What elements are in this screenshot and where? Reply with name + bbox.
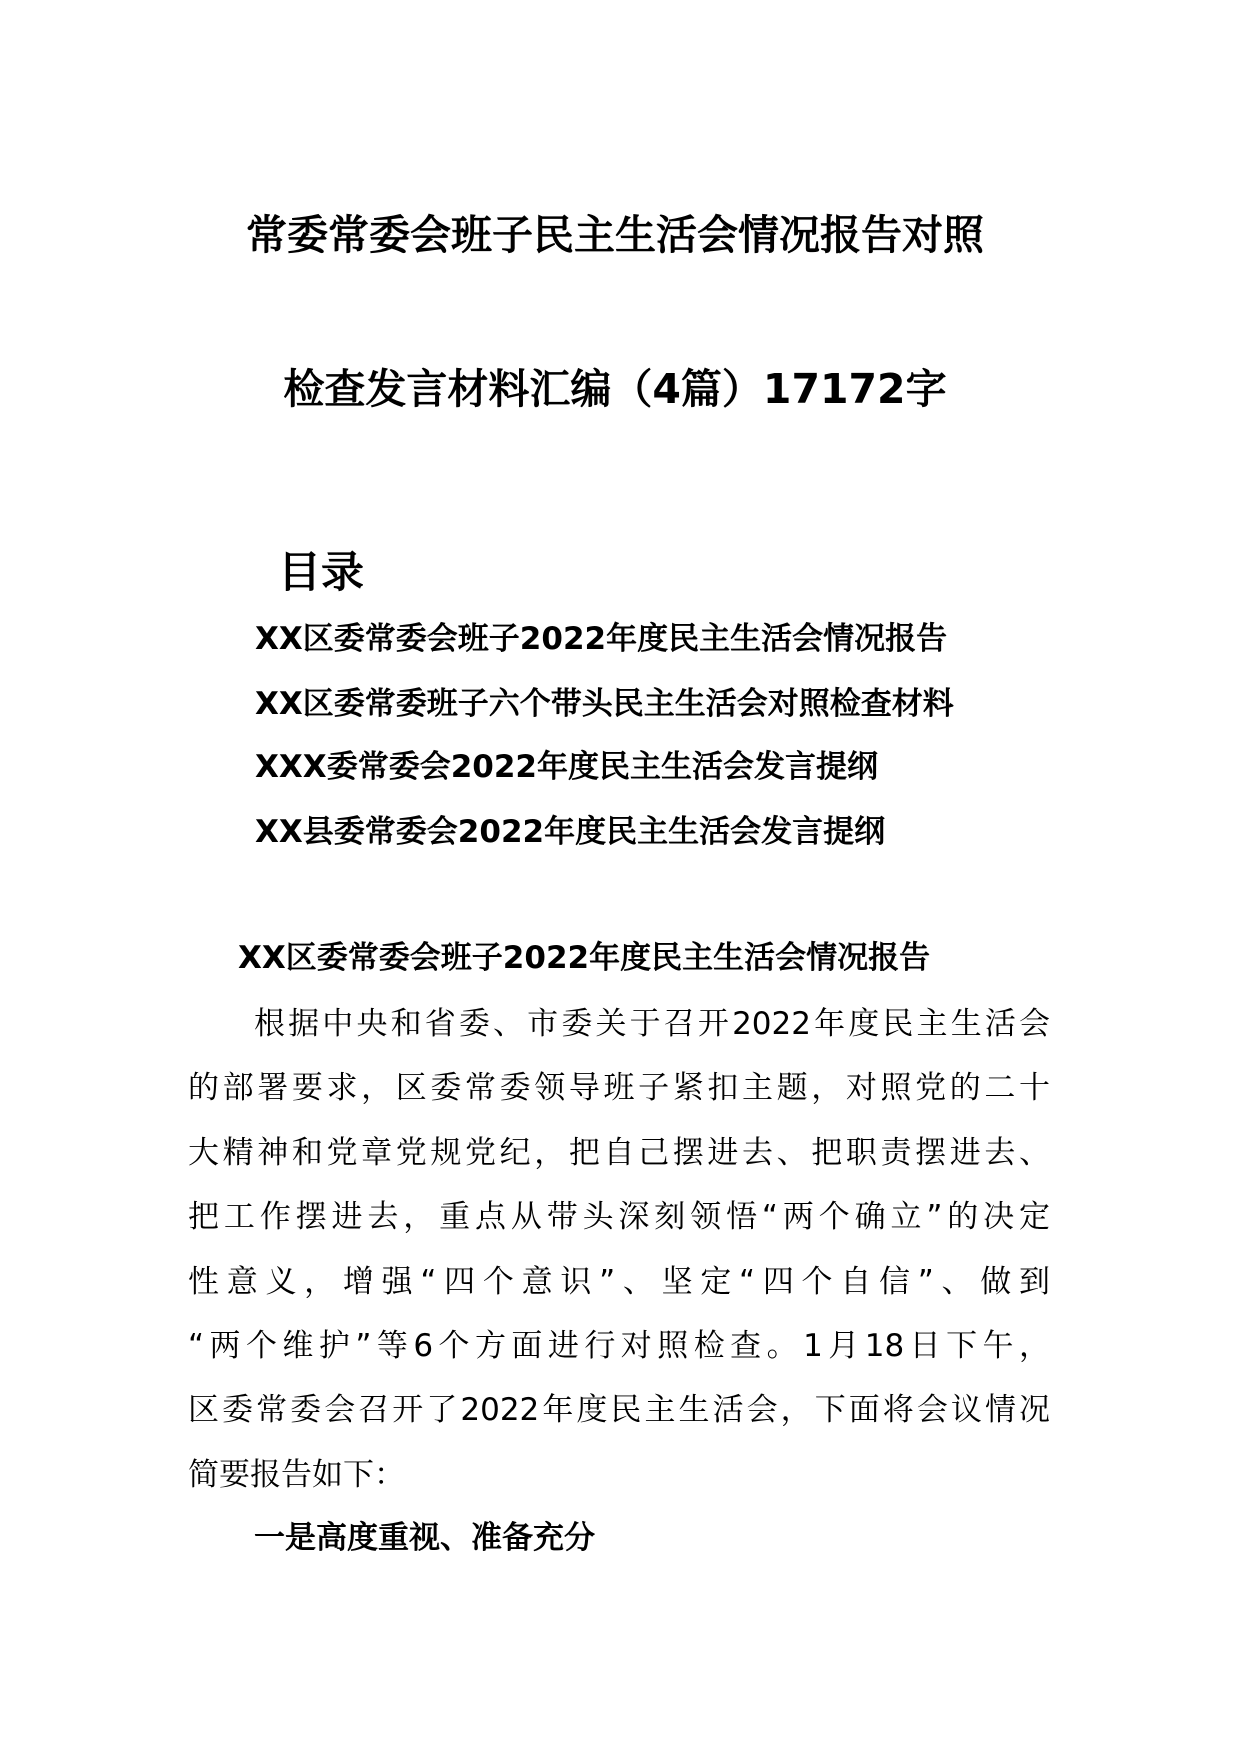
toc-item: XX区委常委会班子2022年度民主生活会情况报告	[255, 621, 948, 657]
paragraph-line: 区委常委会召开了2022年度民主生活会，下面将会议情况	[188, 1392, 1050, 1428]
paragraph-line: “两个维护”等6个方面进行对照检查。1月18日下午，	[188, 1328, 1050, 1364]
document-title-line-1: 常委常委会班子民主生活会情况报告对照	[246, 211, 984, 259]
paragraph-line: 简要报告如下：	[188, 1457, 405, 1493]
paragraph-line: 把工作摆进去，重点从带头深刻领悟“两个确立”的决定	[188, 1199, 1050, 1235]
toc-item: XXX委常委会2022年度民主生活会发言提纲	[255, 749, 878, 785]
section-heading: XX区委常委会班子2022年度民主生活会情况报告	[238, 940, 931, 976]
paragraph-line: 根据中央和省委、市委关于召开2022年度民主生活会	[254, 1006, 1050, 1042]
paragraph-line: 性意义，增强“四个意识”、坚定“四个自信”、做到	[188, 1264, 1050, 1300]
paragraph-line: 的部署要求，区委常委领导班子紧扣主题，对照党的二十	[188, 1070, 1050, 1106]
toc-item: XX县委常委会2022年度民主生活会发言提纲	[255, 814, 886, 850]
toc-item: XX区委常委班子六个带头民主生活会对照检查材料	[255, 686, 954, 722]
document-title-line-2: 检查发言材料汇编（4篇）17172字	[283, 365, 947, 413]
paragraph-line: 大精神和党章党规党纪，把自己摆进去、把职责摆进去、	[188, 1135, 1050, 1171]
toc-heading: 目录	[278, 548, 364, 598]
subsection-heading: 一是高度重视、准备充分	[254, 1520, 595, 1556]
